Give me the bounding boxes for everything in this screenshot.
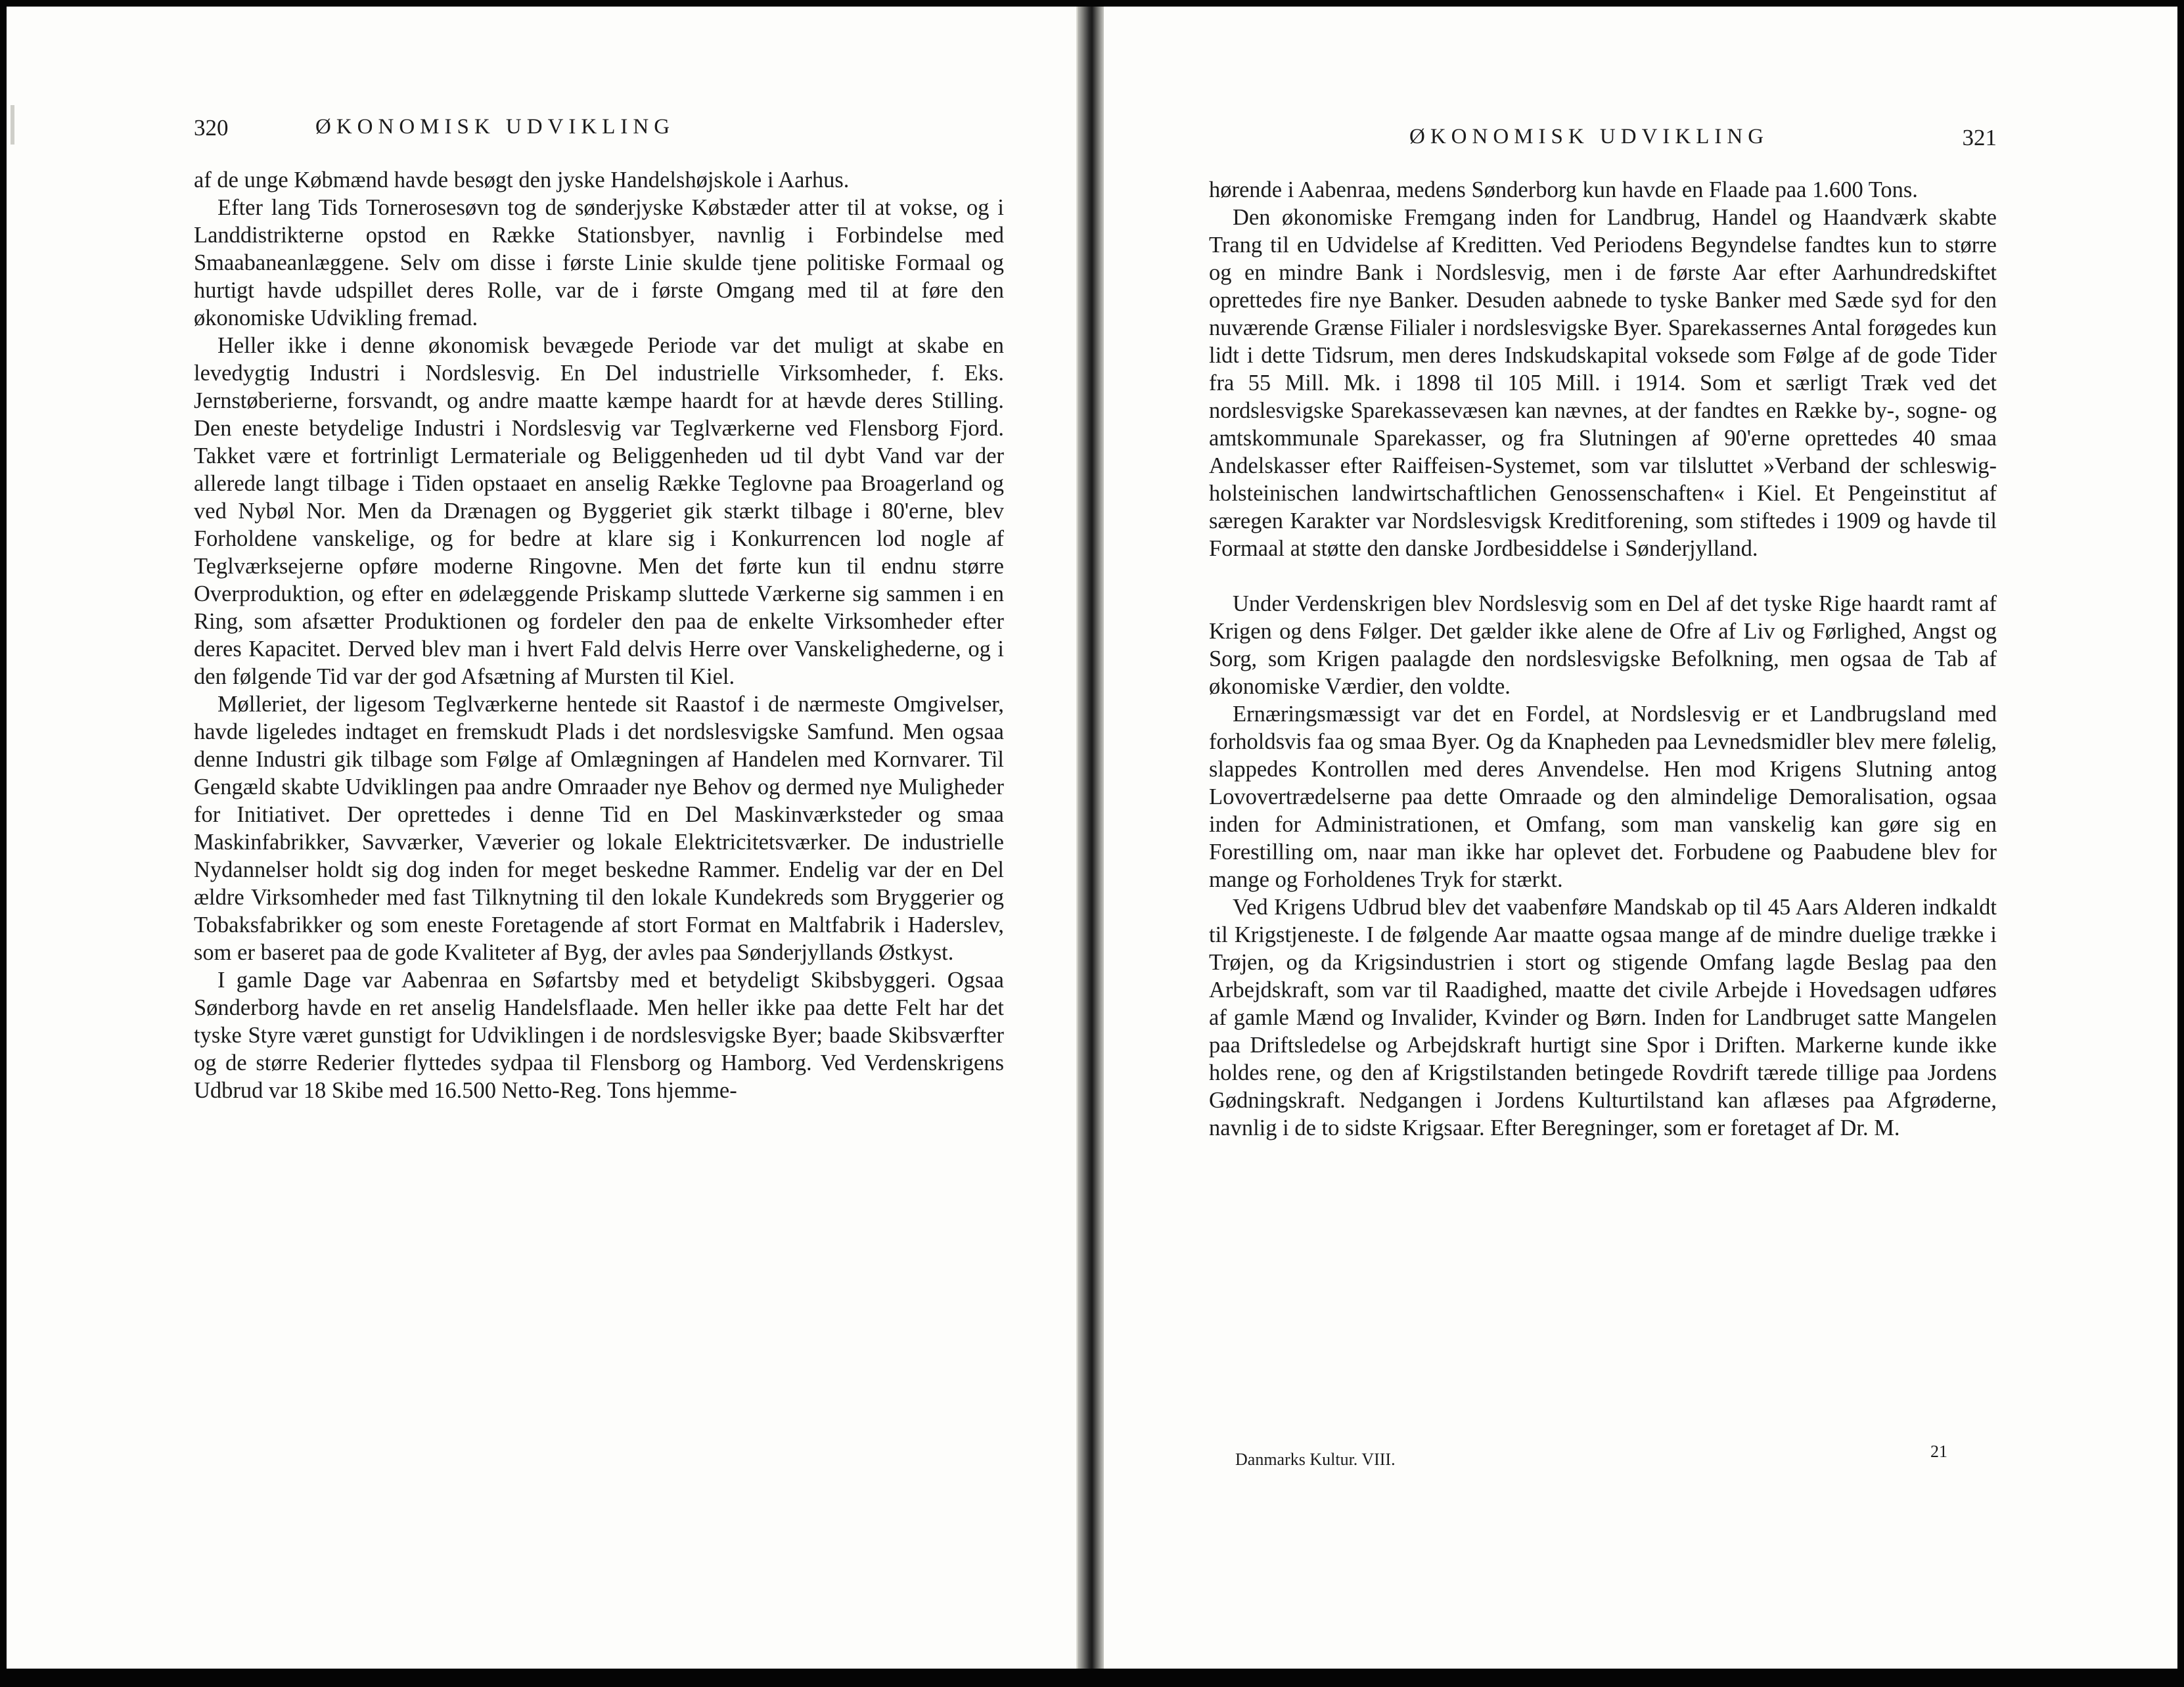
paragraph: I gamle Dage var Aabenraa en Søfartsby med et betydeligt Skibsbyggeri. Ogsaa Sønderborg havde en ret anselig Handelsflaade. Men heller ikke paa dette Felt har det tyske Styre været gunstigt for Udviklingen i de nordslesvigske Byer; baade Skibsværfter og de større Rederier flyttedes sydpaa til Flensborg og Hamborg. Ved Verdenskrigens Udbrud var 18 Skibe med 16.500 Netto-Reg. Tons hjemme- (194, 968, 1004, 1103)
right-page (1104, 7, 2177, 1669)
paragraph: Under Verdenskrigen blev Nordslesvig som en Del af det tyske Rige haardt ramt af Krigen og dens Følger. Det gælder ikke alene de Ofre af Liv og Førlighed, Angst og Sorg, som Krigen paalagde den nordslesvigske Befolkning, men ogsaa de Tab af økonomiske Værdier, den voldte. (1209, 591, 1997, 699)
book-spine (1078, 7, 1104, 1669)
paragraph: Mølleriet, der ligesom Teglværkerne hentede sit Raastof i de nærmeste Omgivelser, havde ligeledes indtaget en fremskudt Plads i det nordslesvigske Samfund. Men ogsaa denne Industri gik tilbage som Følge af Omlægningen af Handelen med Kornvarer. Til Gengæld skabte Udviklingen paa andre Omraader nye Behov og dermed nye Muligheder for Initiativet. Der oprettedes i denne Tid en Del Maskinværksteder og smaa Maskinfabrikker, Savværker, Væverier og lokale Elektricitetsværker. De industrielle Nydannelser holdt sig dog inden for meget beskedne Rammer. Endelig var der en Del ældre Virksomheder med fast Tilknytning til den lokale Kundekreds som Bryggerier og Tobaksfabrikker og som eneste Foretagende af stort Format en Maltfabrik i Haderslev, som er baseret paa de gode Kvaliteter af Byg, der avles paa Sønderjyllands Østkyst. (194, 692, 1004, 965)
paragraph: Efter lang Tids Tornerosesøvn tog de sønderjyske Købstæder atter til at vokse, og i Landdistrikterne opstod en Række Stationsbyer, navnlig i Forbindelse med Smaabaneanlæggene. Selv om disse i første Linie skulde tjene politiske Formaal og hurtigt havde udspillet deres Rolle, var de i første Omgang med til at føre den økonomiske Udvikling fremad. (194, 195, 1004, 330)
running-head-right (1209, 125, 1997, 164)
paragraph: hørende i Aabenraa, medens Sønderborg kun havde en Flaade paa 1.600 Tons. (1209, 177, 1918, 202)
paragraph: Heller ikke i denne økonomisk bevægede Periode var det muligt at skabe en levedygtig Industri i Nordslesvig. En Del industrielle Virksomheder, f. Eks. Jernstøberierne, forsvandt, og andre maatte kæmpe haardt for at hævde deres Stilling. Den eneste betydelige Industri i Nordslesvig var Teglværkerne ved Flensborg Fjord. Takket være et fortrinligt Lermateriale og Beliggenheden ud til dybt Vand var der allerede langt tilbage i Tiden opstaaet en anselig Række Teglovne paa Broagerland og ved Nybøl Nor. Men da Drænagen og Byggeriet gik stærkt tilbage i 80'erne, blev Forholdene vanskelige, og for bedre at klare sig i Konkurrencen lod nogle af Teglværksejerne opføre moderne Ringovne. Men det førte kun til endnu større Overproduktion, og efter en ødelæggende Priskamp sluttede Værkerne sig sammen i en Ring, som afsætter Produktionen og fordeler den paa de enkelte Virksomheder efter deres Kapacitet. Derved blev man i hvert Fald delvis Herre over Vanskelighederne, og i den følgende Tid var der god Afsætning af Mursten til Kiel. (194, 333, 1004, 689)
paragraph: Ved Krigens Udbrud blev det vaabenføre Mandskab op til 45 Aars Alderen indkaldt til Krigstjeneste. I de følgende Aar maatte ogsaa mange af de mindre duelige trække i Trøjen, og da Krigsindustrien i stort og stigende Omfang lagde Beslag paa den Arbejdskraft, som var til Raadighed, maatte det civile Arbejde i Hovedsagen udføres af gamle Mænd og Invalider, Kvinder og Børn. Inden for Landbruget satte Mangelen paa Driftsledelse og Arbejdskraft hurtigt sine Spor i Driften. Markerne kunde ikke holdes rene, og den af Krigstilstanden betingede Rovdrift tærede tillige paa Jordens Gødningskraft. Nedgangen i Jordens Kulturtilstand kan aflæses paa Afgrøderne, navnlig i de to sidste Krigsaar. Efter Beregninger, som er foretaget af Dr. M. (1209, 895, 1997, 1140)
page-footer (1209, 1442, 1997, 1468)
running-head-left (194, 115, 1004, 154)
page-number-left: 320 (194, 115, 229, 141)
running-head-title-right: ØKONOMISK UDVIKLING (1409, 125, 1769, 148)
page-number-right: 321 (1962, 125, 1997, 150)
running-head-title-left: ØKONOMISK UDVIKLING (315, 115, 675, 139)
right-page-body (1209, 176, 1997, 1142)
paragraph: Den økonomiske Fremgang inden for Landbrug, Handel og Haandværk skabte Trang til en Udvidelse af Kreditten. Ved Periodens Begyndelse fandtes kun to større og en mindre Bank i Nordslesvig, men i de første Aar efter Aarhundredskiftet oprettedes fire nye Banker. Desuden aabnede to tyske Banker med Sæde syd for den nuværende Grænse Filialer i nordslesvigske Byer. Sparekassernes Antal forøgedes kun lidt i dette Tidsrum, men deres Indskudskapital voksede som Følge af de gode Tider fra 55 Mill. Mk. i 1898 til 105 Mill. i 1914. Som et særligt Træk ved det nordslesvigske Sparekassevæsen kan nævnes, at der fandtes en Række by-, sogne- og amtskommunale Sparekasser, og fra Slutningen af 90'erne oprettedes 40 smaa Andelskasser efter Raiffeisen-Systemet, som var tilsluttet »Verband der schleswig-holsteinischen landwirtschaftlichen Genossenschaften« i Kiel. Et Pengeinstitut af særegen Karakter var Nordslesvigsk Kreditforening, som stiftedes i 1909 og havde til Formaal at støtte den danske Jordbesiddelse i Sønderjylland. (1209, 205, 1997, 561)
left-page-body (194, 166, 1004, 1104)
paragraph: af de unge Købmænd havde besøgt den jyske Handelshøjskole i Aarhus. (194, 168, 850, 192)
footer-sheet-number: 21 (1930, 1442, 1947, 1461)
footer-signature: Danmarks Kultur. VIII. (1235, 1450, 1396, 1469)
paragraph: Ernæringsmæssigt var det en Fordel, at Nordslesvig er et Landbrugsland med forholdsvis faa og smaa Byer. Og da Knapheden paa Levnedsmidler blev mere følelig, slappedes Kontrollen med deres Anvendelse. Hen mod Krigens Slutning antog Lovovertrædelserne paa dette Omraade og den almindelige Demoralisation, ogsaa inden for Administrationen, et Omfang, som man vanskelig kan gøre sig en Forestilling om, naar man ikke har oplevet det. Forbudene og Paabudene blev for mange og Forholdenes Tryk for stærkt. (1209, 702, 1997, 892)
margin-mark (11, 105, 14, 145)
left-page (7, 7, 1078, 1669)
